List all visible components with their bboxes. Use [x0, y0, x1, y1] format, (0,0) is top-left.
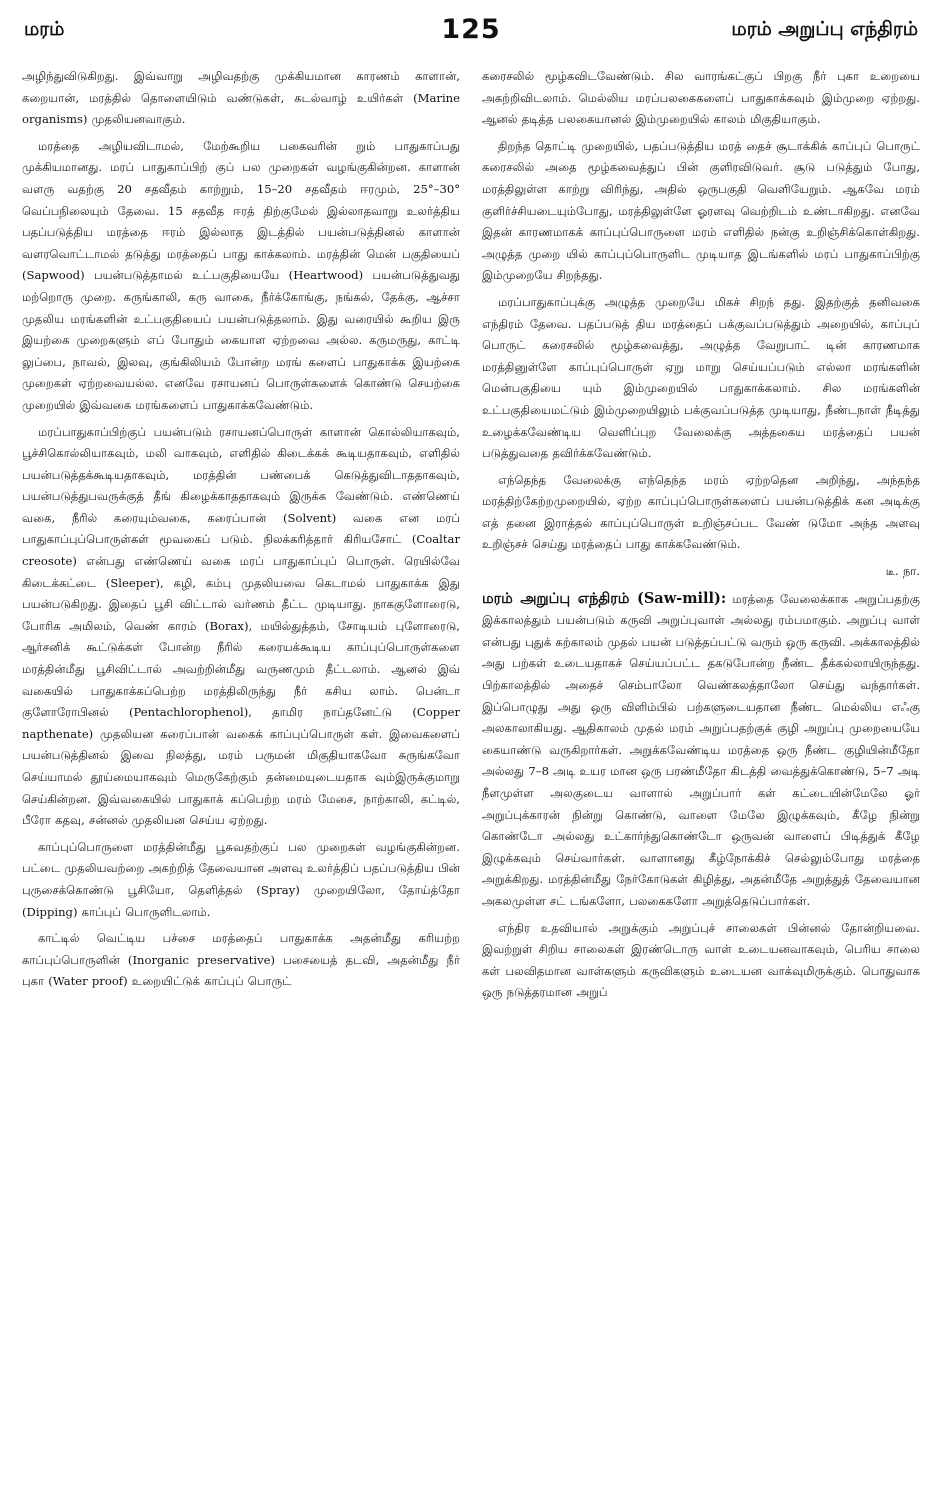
paragraph: எந்திர உதவியால் அறுக்கும் அறுப்புச் சாலைகள் பின்னல் தோன்றியவை. இவற்றுள் சிறிய சாலைகள் இரண்டொரு வாள் உடையனவாகவும், பெரிய சாலை கள் பலவிதமான வாள்களும் கருவிகளும் உடையன வாக்வுமிருக்கும். பொதுவாக ஒரு நடுத்தரமான அறுப்	[482, 920, 920, 1000]
entry-text: மரத்தை வேலைக்காக அறுப்பதற்கு இக்காலத்தும் பயன்படும் கருவி அறுப்புவாள் அல்லது ரம்பமாகும். அறுப்பு வாள் என்பது புதுக் கற்காலம் முதல் பயன் படுத்தப்பட்டு வரும் ஒரு கருவி. அக்காலத்தில் அது பற்கள் உடையதாகச் செய்யப்பட்ட தகடுபோன்ற நீண்ட தீக்கல்லாயிருந்தது. பிற்காலத்தில் அதைச் செம்பாலோ வெண்கலத்தாலோ செய்து வந்தார்கள். இப்பொழுது அது ஒரு விளிம்பில் பற்களுடையதான நீண்ட மெல்லிய எஃகு அலகாலாகியது. ஆதிகாலம் முதல் மரம் அறுப்பதற்குக் குழி அறுப்பு முறையையே கையாண்டு வருகிறார்கள். அறுக்கவேண்டிய மரத்தை ஒரு நீண்ட குழியின்மீதோ அல்லது 7–8 அடி உயர மான ஒரு பரண்மீதோ கிடத்தி வைத்துக்கொண்டு, 5–7 அடி நீளமுள்ள அலகுடைய வாளால் அறுப்பார் கள் கட்டையின்மேலே ஓர் அறுப்புக்காரன் நின்று கொண்டு, வாளை மேலே இழுக்கவும், கீழே நின்று கொண்டோ அல்லது உட்கார்ந்துகொண்டோ ஒருவன் வாளைப் பிடித்துக் கீழே இழுக்கவும் செய்வார்கள். வாளானது கீழ்நோக்கிச் செல்லும்போது மரத்தை அறுக்கிறது. மரத்தின்மீது நேர்கோடுகள் கிழித்து, அதன்மீதே அறுத்துத் தேவையான அகலமுள்ள சட் டங்களோ, பலகைகளோ அறுத்தெடுப்பார்கள்.	[482, 591, 920, 908]
paragraph: அழிந்துவிடுகிறது. இவ்வாறு அழிவதற்கு முக்கியமான காரணம் காளான், கறையான், மரத்தில் தொளையிடும் வண்டுகள், கடல்வாழ் உயிர்கள் (Marine organisms) முதலியனவாகும்.	[22, 69, 460, 127]
left-column	[22, 66, 460, 1009]
paragraph: திறந்த தொட்டி முறையில், பதப்படுத்திய மரத் தைச் சூடாக்கிக் காப்புப் பொருட் கரைசலில் அதை மூழ்கவைத்துப் பின் குளிரவிடுவர். சூடு படுத்தும் போது, மரத்திலுள்ள காற்று விரிந்து, அதில் ஒருபகுதி வெளியேறும். ஆகவே மரம் குளிர்ச்சியடையும்போது, மரத்திலுள்ளே ஓரளவு வெற்றிடம் உண்டாகிறது. எனவே இதன் காரணமாகக் காப்புப்பொருளை மரம் எளிதில் நன்கு உறிஞ்சிக்கொள்கிறது. அழுத்த முறை யில் காப்புப்பொருளிட முடியாத இடங்களில் மரப் பாதுகாப்பிற்கு இம்முறையே சிறந்தது.	[482, 138, 920, 283]
paragraph: எந்தெந்த வேலைக்கு எந்தெந்த மரம் ஏற்றதென அறிந்து, அந்தந்த மரத்திற்கேற்றமுறையில், ஏற்ற காப்புப்பொருள்களைப் பயன்படுத்திக் கன அடிக்கு எத் தனை இராத்தல் காப்புப்பொருள் உறிஞ்சப்பட வேண் டுமோ அந்த அளவு உறிஞ்சச் செய்து மரத்தைப் பாது காக்கவேண்டும்.	[482, 472, 920, 552]
header-left-title: மரம்	[24, 18, 65, 40]
right-column	[482, 66, 920, 1009]
header-right-title: மரம் அறுப்பு எந்திரம்	[731, 18, 918, 40]
paragraph: மரத்தை அழியவிடாமல், மேற்கூறிய பகைவரின் றும் பாதுகாப்பது முக்கியமானது. மரப் பாதுகாப்பிற் குப் பல முறைகள் வழங்குகின்றன. காளான் வளரு வதற்கு 20 சதவீதம் காற்றும், 15–20 சதவீதம் ஈரமும், 25°–30° வெப்பநிலையும் தேவை. 15 சதவீத ஈரத் திற்குமேல் இல்லாதவாறு உலர்த்திய பதப்படுத்திய மரத்தை ஈரம் இல்லாத இடத்தில் பயன்படுத்தினல் காளான் வளரவொட்டாமல் தடுத்து மரத்தைப் பாது காக்கலாம். மரத்தின் மென் பகுதியைப் (Sapwood) பயன்படுத்தாமல் உட்பகுதியையே (Heartwood) பயன்படுத்துவது மற்றொரு முறை. கருங்காலி, கரு வாகை, நீர்க்கோங்கு, நங்கல், தேக்கு, ஆச்சா முதலிய மரங்களின் உட்பகுதியைப் பயன்படுத்தலாம். இது வரையில் கூறிய இரு இயற்கை முறைகளும் எப் போதும் கையாள ஏற்றவை அல்ல. கருமருது, காட்டி லுப்பை, நாவல், இலவு, குங்கிலியம் போன்ற மரங் களைப் பாதுகாக்க இயற்கை முறைகள் ஏற்றவையல்ல. எனவே ரசாயனப் பொருள்களைக் கொண்டு செயற்கை முறையில் இவ்வகை மரங்களைப் பாதுகாக்கவேண்டும்.	[22, 138, 460, 412]
paragraph: காப்புப்பொருளை மரத்தின்மீது பூசுவதற்குப் பல முறைகள் வழங்குகின்றன. பட்டை முதலியவற்றை அகற்றித் தேவையான அளவு உலர்த்திப் பதப்படுத்திய பின் புருசைக்கொண்டு பூசியோ, தெளித்தல் (Spray) முறையிலோ, தோய்த்தோ (Dipping) காப்புப் பொருளிடலாம்.	[22, 839, 460, 919]
entry-paragraph	[482, 588, 920, 913]
paragraph: மரப்பாதுகாப்பிற்குப் பயன்படும் ரசாயனப்பொருள் காளான் கொல்லியாகவும், பூச்சிகொல்லியாகவும், மலி வாகவும், எளிதில் கிடைக்கக் கூடியதாகவும், எளிதில் பயன்படுத்தக்கூடியதாகவும், மரத்தின் பண்பைக் கெடுத்துவிடாததாகவும், பயன்படுத்துபவருக்குத் தீங் கிழைக்காததாகவும் இருக்க வேண்டும். எண்ணெய் வகை, நீரில் கரையும்வகை, கரைப்பான் (Solvent) வகை என மரப் பாதுகாப்புப்பொருள்கள் மூவகைப் படும். நிலக்கரித்தார் கிரியசோட் (Coaltar creosote) என்பது எண்ணெய் வகை மரப் பாதுகாப்புப் பொருள். ரெயில்வே கிடைக்கட்டை (Sleeper), கழி, கம்பு முதலியவை கெடாமல் பாதுகாக்க இது பயன்படுகிறது. இதைப் பூசி விட்டால் வர்ணம் தீட்ட முடியாது. நாககுளோரைடு, போரிக அமிலம், வெண் காரம் (Borax), மயில்துத்தம், சோடியம் புளோரைடு, ஆர்சனிக் கூட்டுக்கள் போன்ற நீரில் கரையக்கூடிய காப்புப்பொருள்களை மரத்தின்மீது பூசிவிட்டால் அவற்றின்மீது வருணமும் தீட்டலாம். ஆனல் இவ் வகையில் பாதுகாக்கப்பெற்ற மரத்திலிருந்து நீர் கசிய லாம். பென்டா குளோரோபினல் (Pentachlorophenol), தாமிர நாப்தனேட்டு (Copper napthenate) முதலியன கரைப்பான் வகைக் காப்புப்பொருள் கள். இவைகளைப் பயன்படுத்தினல் இவை நிலத்து, மரம் பருமன் மிகுதியாகவோ சுருங்கவோ செய்யாமல் தூய்மையாகவும் மெருகேற்கும் தன்மையுடையதாக வும்இருக்குமாறு செய்கின்றன. இவ்வகையில் பாதுகாக் கப்பெற்ற மரம் மேசை, நாற்காலி, கட்டில், பீரோ கதவு, சன்னல் முதலியன செய்ய ஏற்றது.	[22, 424, 460, 828]
running-header	[22, 14, 920, 48]
paragraph: காட்டில் வெட்டிய பச்சை மரத்தைப் பாதுகாக்க அதன்மீது கரியற்ற காப்புப்பொருளின் (Inorganic preservative) பசையைத் தடவி, அதன்மீது நீர் புகா (Water proof) உறையிட்டுக் காப்புப் பொருட்	[22, 931, 460, 989]
two-column-body	[22, 66, 920, 1009]
author-initials: டீ. நா.	[885, 564, 920, 579]
page-number: 125	[441, 14, 501, 45]
paragraph: கரைசலில் மூழ்கவிடவேண்டும். சில வாரங்கட்குப் பிறகு நீர் புகா உறையை அகற்றிவிடலாம். மெல்லிய மரப்பலகைகளைப் பாதுகாக்கவும் இம்முறை ஏற்றது. ஆனல் தடித்த பலகையானல் இம்முறையில் காலம் மிகுதியாகும்.	[482, 69, 920, 127]
entry-heading: மரம் அறுப்பு எந்திரம் (Saw-mill):	[482, 589, 727, 607]
paragraph: மரப்பாதுகாப்புக்கு அழுத்த முறையே மிகச் சிறந் தது. இதற்குத் தனிவகை எந்திரம் தேவை. பதப்படுத் திய மரத்தைப் பக்குவப்படுத்தும் அறையில், காப்புப் பொருட் கரைசலில் மூழ்கவைத்து, அழுத்த வேறுபாட் டின் காரணமாக மரத்தினுள்ளே காப்புப்பொருள் ஏறு மாறு செய்யப்படும் எல்லா மரங்களின் மென்பகுதியை யும் இம்முறையில் பாதுகாக்கலாம். சில மரங்களின் உட்பகுதியைமட்டும் இம்முறையிலும் பக்குவப்படுத்த முடியாது, நீண்டநாள் நீடித்து உழைக்கவேண்டிய வெளிப்புற வேலைக்கு அத்தகைய மரத்தைப் பயன் படுத்துவதை தவிர்க்கவேண்டும்.	[482, 294, 920, 461]
